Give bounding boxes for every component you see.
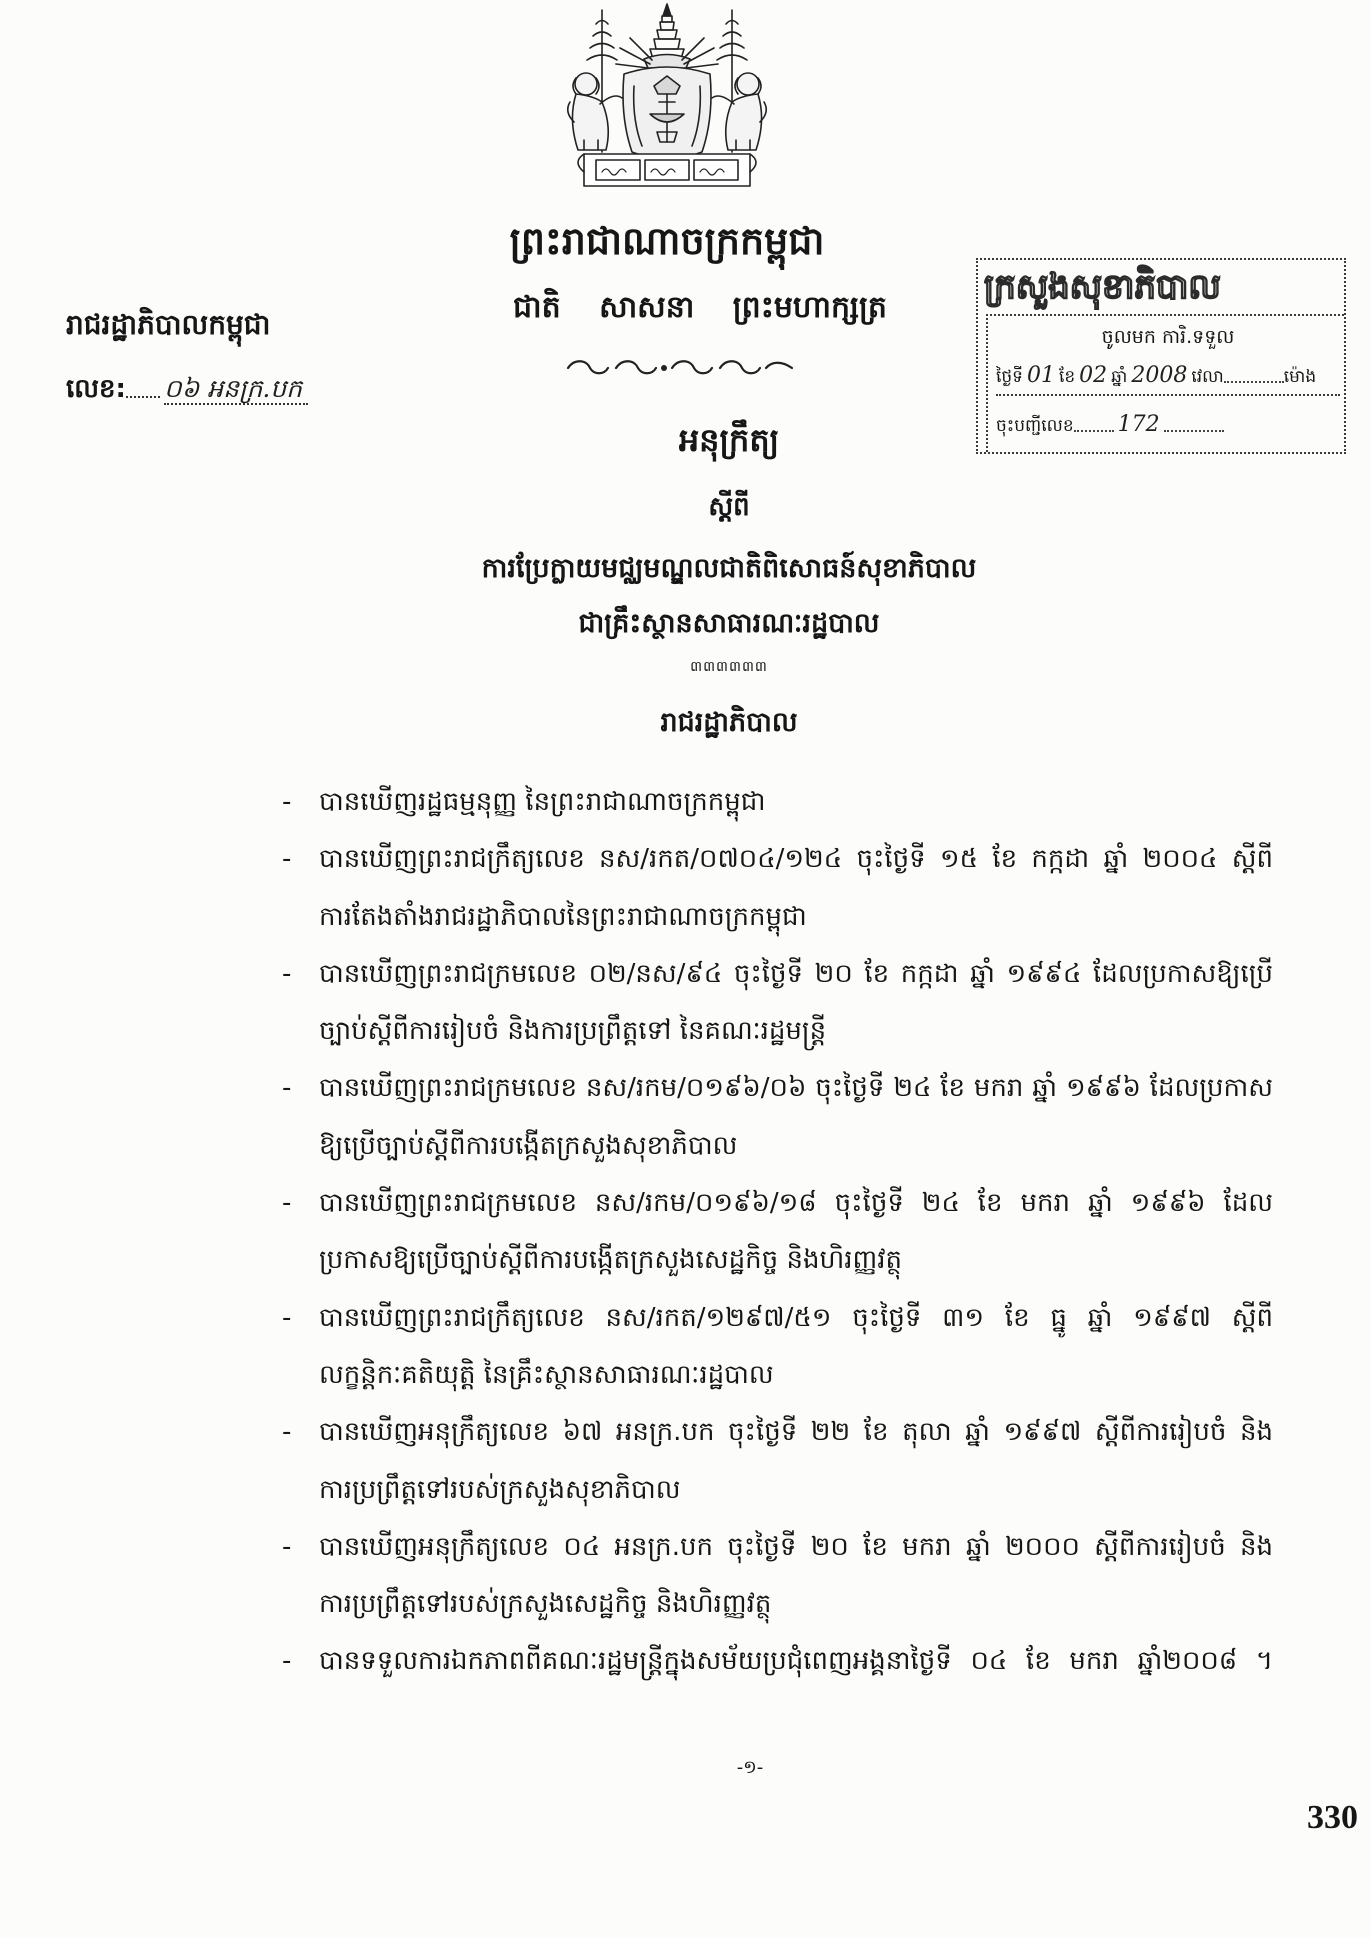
consideration-item	[270, 1290, 1280, 1405]
consideration-text: ការប្រព្រឹត្តទៅរបស់ក្រសួងសេដ្ឋកិច្ច និងហិរញ្ញវត្ថុ	[319, 1589, 772, 1620]
consideration-text: បានឃើញព្រះរាជក្រឹត្យលេខ នស/រកត/១២៩៧/៥១ ចុះថ្ងៃទី ៣១ ខែ ធ្នូ ឆ្នាំ ១៩៩៧ ស្តីពី	[319, 1302, 1273, 1333]
stamp-year-label: ឆ្នាំ	[1111, 367, 1128, 387]
consideration-text: ឱ្យប្រើច្បាប់ស្តីពីការបង្កើតក្រសួងសុខាភិបាល	[319, 1130, 738, 1161]
ornament-divider-icon	[560, 354, 800, 380]
consideration-text: បានឃើញរដ្ឋធម្មនុញ្ញ នៃព្រះរាជាណាចក្រកម្ពុជា	[319, 787, 766, 817]
bullet-dash: -	[282, 1188, 292, 1219]
stamp-month: 02	[1079, 363, 1108, 388]
document-number-value: ០៦ អនក្រ.បក	[164, 374, 308, 405]
received-stamp	[976, 258, 1346, 454]
consideration-line	[270, 1519, 1280, 1576]
stamp-day: 01	[1026, 363, 1055, 388]
consideration-item	[270, 1519, 1280, 1634]
stamp-ministry: ក្រសួងសុខាភិបាល	[984, 267, 1221, 307]
bullet-dash: -	[282, 844, 292, 875]
consideration-item	[270, 1060, 1280, 1175]
consideration-text: ច្បាប់ស្តីពីការរៀបចំ និងការប្រព្រឹត្តទៅ នៃគណៈរដ្ឋមន្ត្រី	[319, 1016, 827, 1047]
consideration-item	[270, 831, 1280, 946]
consideration-item	[270, 774, 1280, 831]
consideration-text: ការតែងតាំងរាជរដ្ឋាភិបាលនៃព្រះរាជាណាចក្រកម្ពុជា	[319, 901, 807, 932]
consideration-line	[270, 1232, 1280, 1289]
consideration-line	[270, 831, 1280, 888]
consideration-line	[270, 1290, 1280, 1347]
authority-heading: រាជរដ្ឋាភិបាល	[660, 707, 798, 738]
consideration-line	[270, 1060, 1280, 1117]
bullet-dash: -	[282, 1646, 292, 1677]
consideration-line	[270, 1118, 1280, 1175]
consideration-text: បានឃើញអនុក្រឹត្យលេខ ០៤ អនក្រ.បក ចុះថ្ងៃទី ២០ ខែ មករា ឆ្នាំ ២០០០ ស្តីពីការរៀបចំ និង	[319, 1531, 1273, 1562]
dotted-leader	[1224, 371, 1284, 383]
dotted-leader	[1164, 420, 1224, 432]
title-ornament: ៣៣៣៣៣៣	[690, 659, 768, 675]
consideration-text: បានទទួលការឯកភាពពីគណៈរដ្ឋមន្ត្រីក្នុងសម័យប្រជុំពេញអង្គនាថ្ងៃទី ០៤ ខែ មករា ឆ្នាំ២០០៨ ។	[319, 1646, 1273, 1677]
bullet-dash: -	[282, 1531, 292, 1562]
stamp-office: ចូលមក ការិ.ទទួល	[1101, 326, 1235, 348]
consideration-text: បានឃើញព្រះរាជក្រមលេខ នស/រកម/០១៩៦/០៦ ចុះថ្ងៃទី ២៤ ខែ មករា ឆ្នាំ ១៩៩៦ ដែលប្រកាស	[319, 1073, 1273, 1104]
subject-line-2: ជាគ្រឹះស្ថានសាធារណៈរដ្ឋបាល	[578, 608, 880, 639]
page-number: -១-	[736, 1757, 764, 1778]
consideration-text: លក្ខន្តិកៈគតិយុត្តិ នៃគ្រឹះស្ថានសាធារណៈរដ្ឋបាល	[319, 1359, 774, 1390]
consideration-line	[270, 774, 1280, 831]
consideration-text: បានឃើញព្រះរាជក្រឹត្យលេខ នស/រកត/០៧០៤/១២៤ ចុះថ្ងៃទី ១៥ ខែ កក្កដា ឆ្នាំ ២០០៤ ស្តីពី	[319, 844, 1273, 875]
considerations-list	[270, 774, 1280, 1691]
consideration-line	[270, 946, 1280, 1003]
consideration-item	[270, 1633, 1280, 1690]
consideration-line	[270, 889, 1280, 946]
dotted-leader	[126, 382, 160, 398]
consideration-line	[270, 1462, 1280, 1519]
consideration-line	[270, 1175, 1280, 1232]
stamp-date-row	[996, 358, 1340, 396]
dotted-leader	[1074, 420, 1114, 432]
consideration-line	[270, 1003, 1280, 1060]
about-label: ស្តីពី	[708, 492, 750, 522]
consideration-line	[270, 1633, 1280, 1690]
royal-emblem-icon	[562, 2, 772, 200]
bullet-dash: -	[282, 787, 292, 817]
document-number	[66, 364, 466, 414]
stamp-body	[986, 314, 1344, 452]
stamp-registration-label: ចុះបញ្ជីលេខ	[996, 416, 1074, 436]
bullet-dash: -	[282, 1073, 292, 1104]
kingdom-title: ព្រះរាជាណាចក្រកម្ពុជា	[509, 219, 825, 263]
consideration-text: បានឃើញអនុក្រឹត្យលេខ ៦៧ អនក្រ.បក ចុះថ្ងៃទី ២២ ខែ តុលា ឆ្នាំ ១៩៩៧ ស្តីពីការរៀបចំ និង	[319, 1417, 1273, 1448]
consideration-line	[270, 1576, 1280, 1633]
consideration-text: ការប្រព្រឹត្តទៅរបស់ក្រសួងសុខាភិបាល	[319, 1474, 681, 1505]
stamp-registration-row	[996, 406, 1340, 444]
stamp-time-label: វេលា	[1191, 367, 1224, 387]
stamp-date-label: ថ្ងៃទី	[996, 367, 1023, 387]
consideration-line	[270, 1404, 1280, 1461]
consideration-text: បានឃើញព្រះរាជក្រមលេខ នស/រកម/០១៩៦/១៨ ចុះថ្ងៃទី ២៤ ខែ មករា ឆ្នាំ ១៩៩៦ ដែល	[319, 1188, 1273, 1219]
consideration-item	[270, 1404, 1280, 1519]
stamp-registration-number: 172	[1117, 412, 1160, 437]
issuer-name: រាជរដ្ឋាភិបាលកម្ពុជា	[66, 308, 271, 341]
national-motto: ជាតិ សាសនា ព្រះមហាក្សត្រ	[513, 290, 887, 325]
consideration-text: ប្រកាសឱ្យប្រើច្បាប់ស្តីពីការបង្កើតក្រសួងសេដ្ឋកិច្ច និងហិរញ្ញវត្ថុ	[319, 1245, 902, 1276]
stamp-month-label: ខែ	[1058, 367, 1076, 387]
bullet-dash: -	[282, 1302, 292, 1333]
consideration-item	[270, 946, 1280, 1061]
stamp-year: 2008	[1131, 363, 1188, 388]
bullet-dash: -	[282, 958, 292, 989]
subject-line-1: ការប្រែក្លាយមជ្ឈមណ្ឌលជាតិពិសោធន៍សុខាភិបាល	[481, 553, 977, 584]
folio-number: 330	[1307, 1799, 1358, 1836]
stamp-hour-label: ម៉ោង	[1283, 367, 1317, 387]
bullet-dash: -	[282, 1417, 292, 1448]
consideration-text: បានឃើញព្រះរាជក្រមលេខ ០២/នស/៩៤ ចុះថ្ងៃទី ២០ ខែ កក្កដា ឆ្នាំ ១៩៩៤ ដែលប្រកាសឱ្យប្រើ	[319, 958, 1273, 989]
consideration-item	[270, 1175, 1280, 1290]
document-number-label: លេខ:	[66, 374, 126, 404]
document-type: អនុក្រឹត្យ	[678, 421, 780, 459]
consideration-line	[270, 1347, 1280, 1404]
